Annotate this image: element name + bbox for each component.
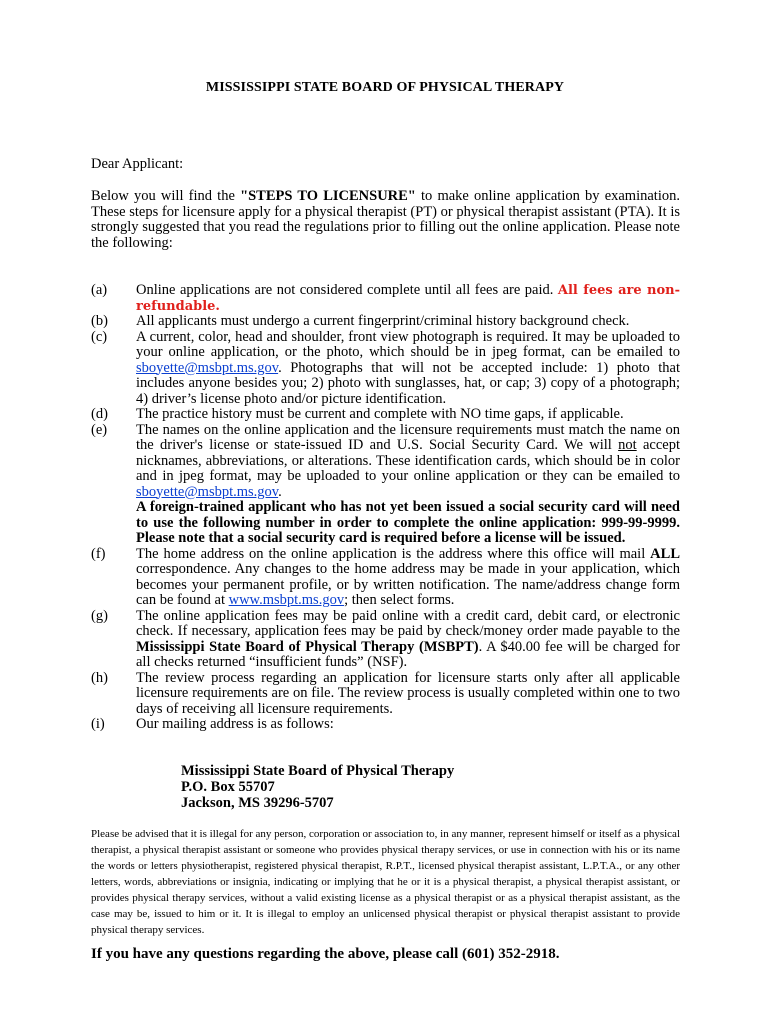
item-c-pre: A current, color, head and shoulder, front view photograph is required. It may be uploaded to your online application, or the photo, which should be in jpeg format, can be emailed to [136,328,680,360]
item-f-post: ; then select forms. [344,592,455,608]
intro-text-pre: Below you will find the [91,188,241,204]
item-label: (e) [91,421,108,438]
item-label: (g) [91,607,108,624]
requirements-list [91,283,680,733]
intro-text-post: to make online application by examination. These steps for licensure apply for a physical therapist (PT) or physical therapist assistant (PTA). It is strongly suggested that you read the regulations prior to filling out the online application. Please note the following: [91,188,680,251]
item-label: (i) [91,716,105,732]
item-text: The practice history must be current and complete with NO time gaps, if applicable. [136,406,624,422]
address-line-2: P.O. Box 55707 [181,779,275,795]
not-emphasis: not [618,437,637,453]
item-g-post: . A $40.00 fee will be charged for all checks returned “insufficient funds” (NSF). [136,638,680,670]
item-label: (d) [91,406,108,422]
list-item-e [91,423,680,547]
intro-steps-heading: "STEPS TO LICENSURE" [240,188,416,204]
address-line-1: Mississippi State Board of Physical Therapy [181,763,455,779]
item-label: (a) [91,282,108,298]
item-label: (f) [91,545,106,562]
item-c-post: . Photographs that will not be accepted include: 1) photo that includes anyone besides you; 2) photo with sunglasses, hat, or cap; 3) copy of a photograph; 4) driver’s license photo and/or picture identification. [136,359,680,407]
fees-nonrefundable-warning: All fees are non-refundable. [136,283,680,314]
item-label: (h) [91,669,108,686]
item-f-mid: correspondence. Any changes to the home address may be made in your application, which becomes your permanent profile, or by written notification. The name/address change form can be found at [136,561,680,608]
item-text [136,330,680,408]
email-link[interactable]: sboyette@msbpt.ms.gov [136,359,279,376]
item-e-mid: accept nicknames, abbreviations, or alterations. These identification cards, which should be in color and in jpeg format, may be uploaded to your online application or they can be emailed to [136,437,680,484]
item-text: All applicants must undergo a current fingerprint/criminal history background check. [136,313,630,329]
page-title: MISSISSIPPI STATE BOARD OF PHYSICAL THERAPY [205,80,565,95]
list-item-a [91,283,680,314]
list-item-d [91,407,680,423]
mailing-address [181,763,454,811]
email-link[interactable]: sboyette@msbpt.ms.gov [136,483,279,500]
item-label: (b) [91,313,108,329]
intro-paragraph [91,189,680,251]
list-item-i [91,717,680,733]
list-item-b [91,314,680,330]
item-text: The review process regarding an application for licensure starts only after all applicable licensure requirements are on file. The review process is usually completed within one to two days of receiving all licensure requirements. [136,669,680,717]
list-item-h [91,671,680,718]
item-e-post: . [278,483,282,500]
closing-contact-line: If you have any questions regarding the above, please call (601) 352-2918. [91,946,560,962]
foreign-applicant-note: A foreign-trained applicant who has not yet been issued a social security card will need to use the following number in order to complete the online application: 999-99-9999. Please note that a social security card is required before a license will be issued. [136,499,680,546]
item-text [136,423,680,547]
list-item-f [91,547,680,609]
website-link[interactable]: www.msbpt.ms.gov [228,592,345,608]
item-text [136,547,680,609]
item-f-pre: The home address on the online application is the address where this office will mail [136,545,651,562]
item-e-pre: The names on the online application and the licensure requirements must match the name on the driver's license or state-issued ID and U.S. Social Security Card. We will [136,421,680,453]
list-item-c [91,330,680,408]
list-item-g [91,609,680,671]
salutation: Dear Applicant: [91,156,184,172]
all-emphasis: ALL [650,545,680,562]
item-g-pre: The online application fees may be paid online with a credit card, debit card, or electronic check. If necessary, application fees may be paid by check/money order made payable to the [136,607,680,639]
board-name-emphasis: Mississippi State Board of Physical Therapy (MSBPT) [136,638,479,655]
item-text [136,283,680,314]
item-label: (c) [91,328,108,345]
item-a-text: Online applications are not considered complete until all fees are paid. [136,282,558,298]
legal-notice: Please be advised that it is illegal for any person, corporation or association to, in any manner, represent himself or itself as a physical therapist, a physical therapist assistant or someone who provides physical therapy services, or use in connection with his or its name the words or letters physiotherapist, registered physical therapist, R.P.T., licensed physical therapist assistant, L.P.T.A., or any other letters, words, abbreviations or insignia, indicating or implying that he or it is a physical therapist, a physical therapist assistant, or provides physical therapy services, without a valid existing license as a physical therapist or as a physical therapist assistant, as the case may be, issued to him or it. It is illegal to employ an unlicensed physical therapist or physical therapist assistant to provide physical therapy services. [91,828,680,936]
address-line-3: Jackson, MS 39296-5707 [181,795,334,811]
item-text: Our mailing address is as follows: [136,716,334,732]
item-text [136,609,680,671]
